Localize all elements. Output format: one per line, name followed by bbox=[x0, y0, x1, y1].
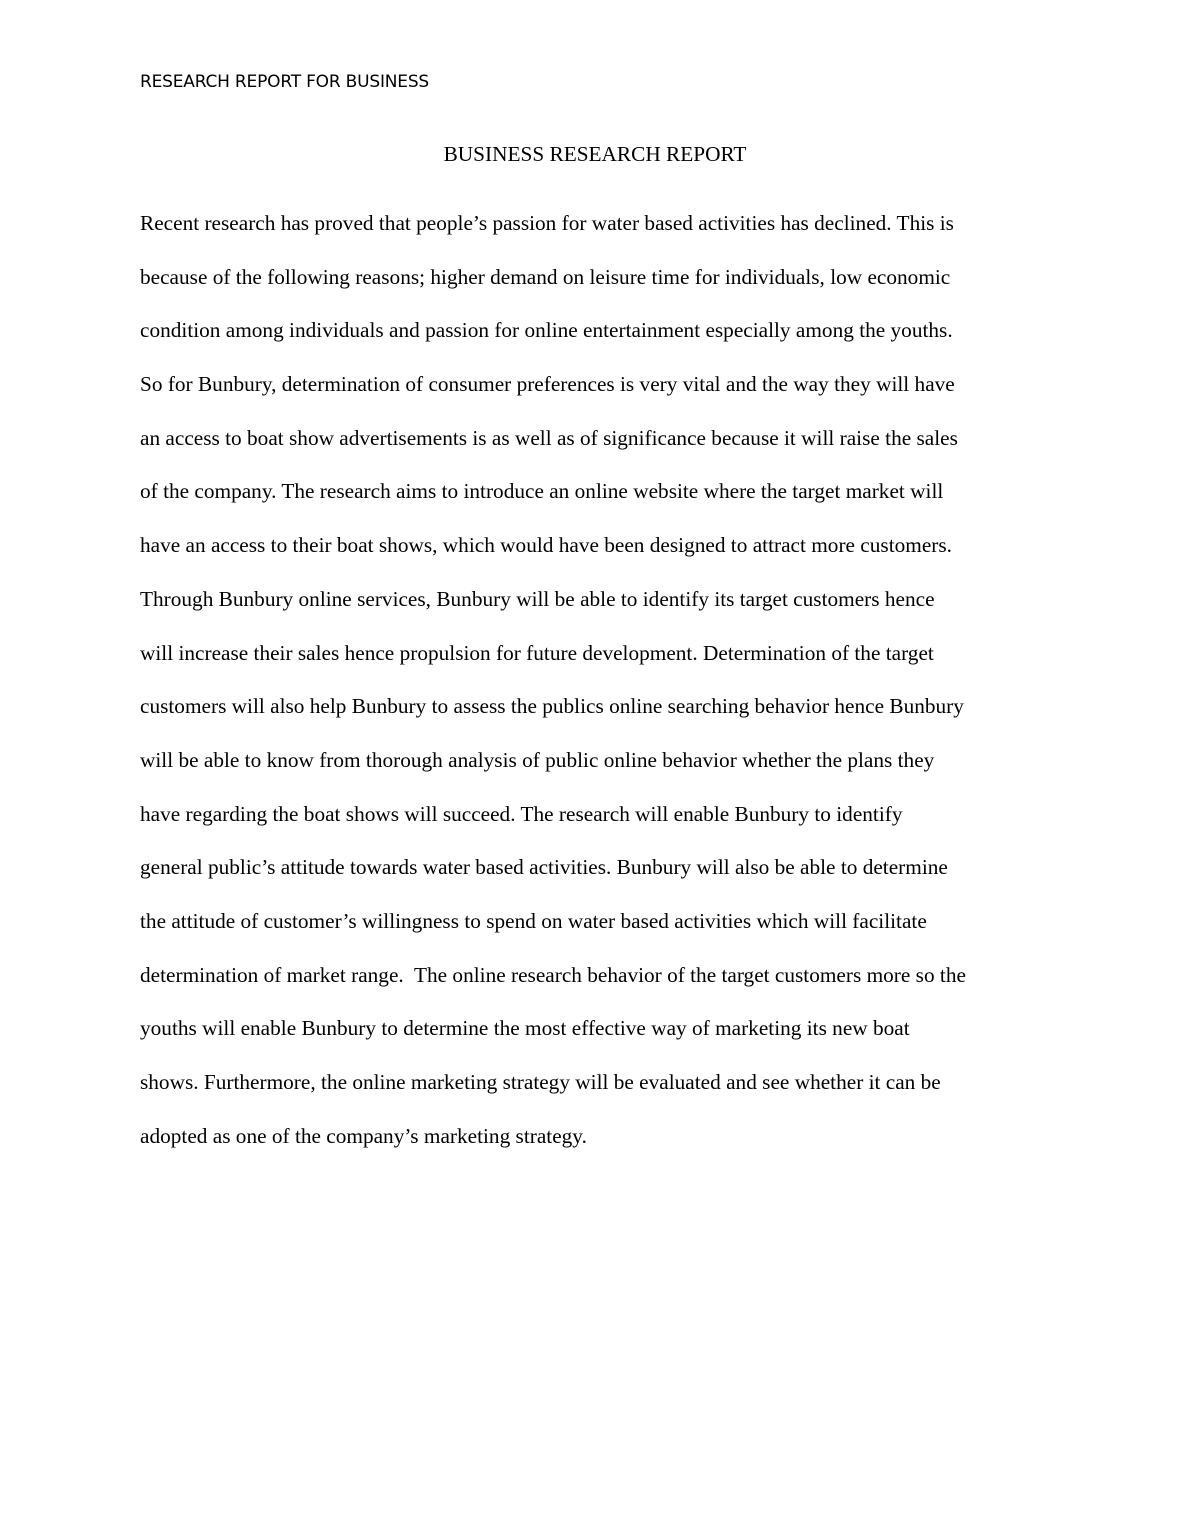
paragraph-line: determination of market range. The online research behavior of the target customers more so the bbox=[140, 962, 966, 987]
paragraph-line: of the company. The research aims to introduce an online website where the target market will bbox=[140, 479, 944, 504]
paragraph-line: So for Bunbury, determination of consumer preferences is very vital and the way they will have bbox=[140, 372, 955, 397]
paragraph-line: general public’s attitude towards water based activities. Bunbury will also be able to determine bbox=[140, 855, 948, 880]
paragraph-line: have an access to their boat shows, which would have been designed to attract more customers. bbox=[140, 533, 952, 558]
document-title: BUSINESS RESEARCH REPORT bbox=[443, 142, 747, 166]
paragraph-line: an access to boat show advertisements is as well as of significance because it will raise the sales bbox=[140, 425, 958, 450]
paragraph-line: have regarding the boat shows will succeed. The research will enable Bunbury to identify bbox=[140, 801, 903, 826]
running-head: RESEARCH REPORT FOR BUSINESS bbox=[140, 72, 430, 92]
paragraph-line: because of the following reasons; higher demand on leisure time for individuals, low economic bbox=[140, 264, 951, 289]
paragraph-line: Through Bunbury online services, Bunbury will be able to identify its target customers hence bbox=[140, 586, 935, 611]
body-paragraph bbox=[140, 209, 1100, 1175]
paragraph-line: will be able to know from thorough analysis of public online behavior whether the plans they bbox=[140, 747, 935, 772]
paragraph-line: Recent research has proved that people’s passion for water based activities has declined. This is bbox=[140, 211, 954, 235]
paragraph-line: shows. Furthermore, the online marketing strategy will be evaluated and see whether it can be bbox=[140, 1070, 941, 1094]
paragraph-line: customers will also help Bunbury to assess the publics online searching behavior hence Bunbury bbox=[140, 694, 964, 719]
paragraph-line: condition among individuals and passion for online entertainment especially among the youths. bbox=[140, 318, 953, 343]
paragraph-line: the attitude of customer’s willingness to spend on water based activities which will facilitate bbox=[140, 908, 927, 933]
paragraph-line: will increase their sales hence propulsion for future development. Determination of the target bbox=[140, 640, 934, 665]
paragraph-line: youths will enable Bunbury to determine the most effective way of marketing its new boat bbox=[140, 1016, 910, 1041]
paragraph-line: adopted as one of the company’s marketing strategy. bbox=[140, 1123, 587, 1148]
